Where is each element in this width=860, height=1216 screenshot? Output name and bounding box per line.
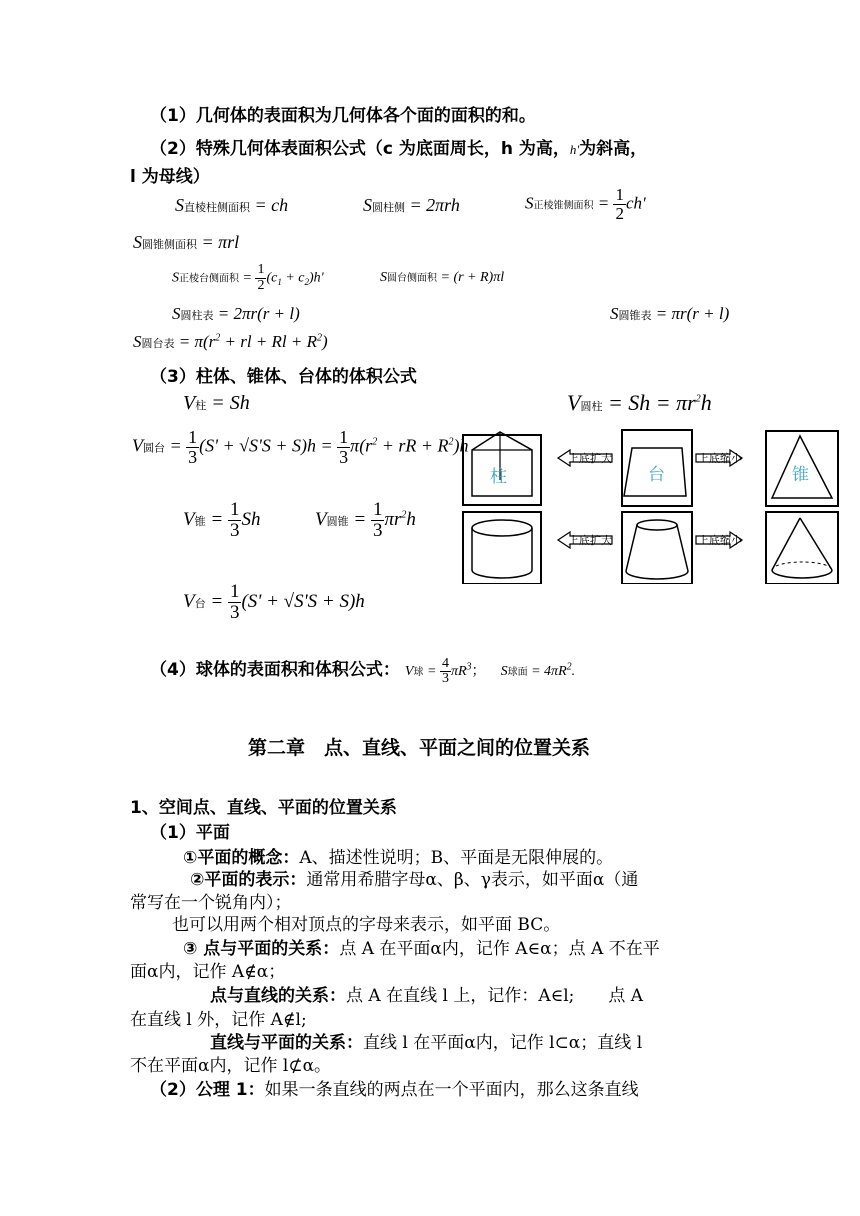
formula-cylinder-lateral: S圆柱侧 = 2πrh [363, 195, 460, 215]
para-special-text: （2）特殊几何体表面积公式（c 为底面周长，h 为高， [150, 139, 570, 159]
section-heading: 1、空间点、直线、平面的位置关系 [130, 798, 397, 818]
line-plane-notation-cont: 常写在一个锐角内）； [130, 893, 292, 913]
line-axiom-1: （2）公理 1：如果一条直线的两点在一个平面内，那么这条直线 [150, 1080, 639, 1100]
formula-prism-volume: V柱 = Sh [183, 392, 250, 414]
slant-height-symbol: h' [569, 142, 580, 157]
para-special-formulas [150, 134, 647, 159]
formula-frustum-surface: S圆台表 = $\pi(r^2$ + rl + $Rl + R^2$) [133, 332, 328, 351]
frustum-cone-frame [622, 512, 692, 584]
line-plane-concept: ①平面的概念：A、描述性说明；B、平面是无限伸展的。 [183, 848, 614, 868]
chapter-title: 第二章 点、直线、平面之间的位置关系 [248, 737, 591, 759]
para-sphere-formulas: （4）球体的表面积和体积公式： V球 = $\frac{4}{3}$ $\pi R^3$； S球面 = $4\pi R^2$. [150, 655, 576, 687]
solids-diagram [460, 428, 842, 584]
label-frustum: 台 [648, 465, 665, 485]
line-point-plane: ③ 点与平面的关系：点 A 在平面α内，记作 A∈α；点 A 不在平 [183, 939, 660, 959]
line-point-line-cont: 在直线 l 外，记作 A∉l; [130, 1010, 307, 1030]
line-plane-notation-vertex: 也可以用两个相对顶点的字母来表示，如平面 BC。 [172, 915, 561, 935]
arrow-label-expand-bottom: 上底扩大 [568, 534, 612, 547]
formula-cone-lateral: S圆锥侧面积 = πrl [133, 232, 240, 252]
para-sphere-text: （4）球体的表面积和体积公式： [150, 660, 400, 680]
formula-frustum-cone-volume: V圆台 = $\frac{1}{3}$ (S' + √S'S + S)h = $\frac{1}{3}$ $\pi(r^2$ + rR + $R^2)h$ [132, 427, 469, 467]
cone-frame [766, 512, 838, 584]
formula-prism-lateral: S直棱柱侧面积 = ch [175, 195, 289, 215]
line-line-plane-cont: 不在平面α内，记作 l⊄α。 [130, 1056, 332, 1076]
formula-pyramid-volume: V锥 = $\frac{1}{3}$ Sh [183, 499, 261, 541]
formula-cone-surface: S圆锥表 = πr(r + l) [610, 304, 730, 323]
formula-sphere-volume: V球 = $\frac{4}{3}$ $\pi R^3$ [404, 655, 472, 687]
para-volume-formulas: （3）柱体、锥体、台体的体积公式 [150, 367, 417, 387]
para-surface-area: （1）几何体的表面积为几何体各个面的面积的和。 [150, 106, 536, 126]
formula-frustum-volume: V台 = $\frac{1}{3}$ (S' + √S'S + S)h [183, 581, 365, 623]
arrow-label-shrink-top: 上底缩小 [698, 452, 742, 465]
formula-frustum-pyramid-lateral: S正棱台侧面积 = $\frac{1}{2}$ $(c_1 + c_2)h'$ [172, 262, 324, 293]
para-generatrix: l 为母线） [130, 167, 210, 187]
para-special-text-2: 为斜高， [579, 139, 648, 159]
subsection-plane: （1）平面 [150, 823, 230, 843]
formula-pyramid-lateral: S正棱锥侧面积 = $\frac{1}{2}$ ch' [525, 185, 646, 223]
line-point-plane-cont: 面α内，记作 A∉α； [130, 962, 286, 982]
label-pyramid: 锥 [792, 465, 809, 485]
label-prism: 柱 [490, 467, 507, 487]
arrow-label-expand-top: 上底扩大 [568, 452, 612, 465]
formula-cone-volume: V圆锥 = $\frac{1}{3}$ $\pi r^2h$ [315, 499, 416, 541]
formula-cylinder-volume: V圆柱 = $Sh = \pi r^2h$ [567, 390, 712, 415]
line-line-plane: 直线与平面的关系：直线 l 在平面α内，记作 l⊂α；直线 l [210, 1033, 643, 1053]
arrow-label-shrink-bottom: 上底缩小 [698, 534, 742, 547]
line-point-line: 点与直线的关系：点 A 在直线 l 上，记作：A∈l; 点 A [210, 986, 644, 1006]
line-plane-notation: ②平面的表示：通常用希腊字母α、β、γ表示，如平面α（通 [190, 870, 639, 890]
formula-cylinder-surface: S圆柱表 = 2πr(r + l) [172, 304, 300, 323]
formula-frustum-cone-lateral: S圆台侧面积 = (r + R)πl [380, 270, 505, 285]
formula-sphere-surface: S球面 = $4\pi R^2$. [500, 661, 576, 679]
